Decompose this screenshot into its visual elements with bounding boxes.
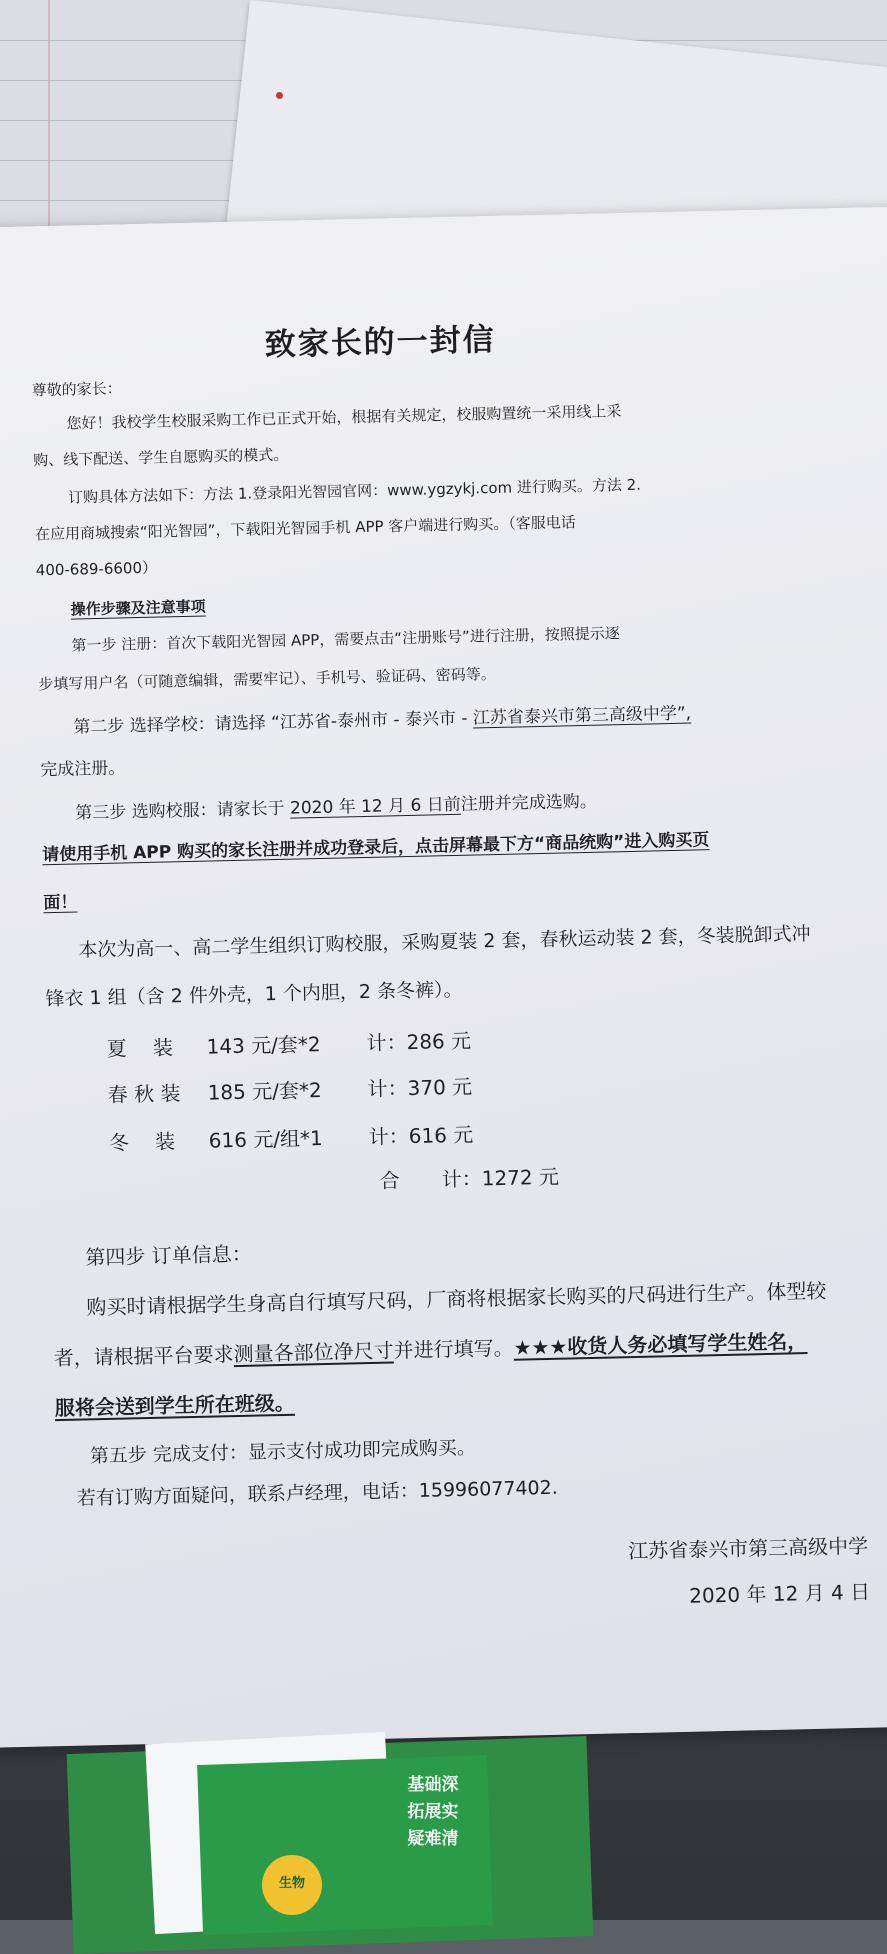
step2-line — [73, 699, 691, 738]
book-title-line: 基础深 — [407, 1775, 459, 1795]
price-total: 计：286 元 — [366, 1028, 472, 1055]
step3-suffix: 注册并完成选购。 — [460, 791, 597, 815]
step4-line: 服将会送到学生所在班级。 — [54, 1390, 296, 1421]
price-unit: 616 元/组*1 — [208, 1126, 324, 1153]
book-badge-label: 生物 — [278, 1876, 305, 1891]
step2-line: 完成注册。 — [40, 758, 126, 781]
book-title-line: 拓展实 — [407, 1802, 459, 1822]
book-title-line: 疑难清 — [407, 1829, 459, 1849]
salutation: 尊敬的家长： — [31, 379, 122, 400]
intro-line: 购、线下配送、学生自愿购买的模式。 — [33, 445, 289, 470]
order-line: 本次为高一、高二学生组织订购校服，采购夏装 2 套，春秋运动装 2 套，冬装脱卸式冲 — [78, 922, 811, 962]
step4-prefix: 者，请根据平台要求 — [53, 1342, 234, 1371]
step4-mid: 并进行填写。 — [393, 1335, 514, 1363]
step4-measure: 测量各部位净尺寸 — [233, 1338, 394, 1367]
letter-content — [31, 197, 887, 1716]
grand-total-label: 合 — [379, 1168, 400, 1193]
price-name: 冬 装 — [108, 1129, 176, 1155]
step4-stars-notice: ★★★收货人务必填写学生姓名， — [513, 1329, 808, 1360]
letter-title: 致家长的一封信 — [264, 321, 497, 364]
contact-line: 若有订购方面疑问，联系卢经理，电话：15996077402. — [76, 1476, 558, 1510]
step3-notice: 面！ — [43, 892, 78, 914]
step3-line — [75, 787, 597, 824]
letter-paper — [0, 206, 887, 1747]
intro-line: 您好！我校学生校服采购工作已正式开始，根据有关规定，校服购置统一采用线上采 — [66, 402, 622, 433]
book-title — [393, 1772, 473, 1853]
order-line: 锋衣 1 组（含 2 件外壳，1 个内胆，2 条冬裤）。 — [45, 978, 463, 1011]
step1-line: 步填写用户名（可随意编辑，需要牢记）、手机号、验证码、密码等。 — [38, 664, 496, 694]
price-unit: 185 元/套*2 — [207, 1078, 322, 1105]
grand-total: 计：1272 元 — [441, 1164, 560, 1192]
price-total: 计：370 元 — [367, 1074, 473, 1101]
method-line: 400-689-6600） — [35, 558, 158, 580]
signature: 江苏省泰兴市第三高级中学 — [627, 1533, 869, 1564]
step4-heading: 第四步 订单信息： — [85, 1241, 252, 1270]
step4-line: 购买时请根据学生身高自行填写尺码，厂商将根据家长购买的尺码进行生产。体型较 — [86, 1278, 827, 1320]
method-line: 订购具体方法如下：方法 1.登录阳光智园官网：www.ygzykj.com 进行购买。方法 2. — [67, 475, 642, 507]
step1-line: 第一步 注册：首次下载阳光智园 APP，需要点击“注册账号”进行注册，按照提示逐 — [71, 624, 621, 655]
price-name: 夏 装 — [106, 1035, 174, 1061]
step2-prefix: 第二步 选择学校：请选择 “江苏省-泰州市 - 泰兴市 - — [73, 708, 474, 738]
price-total: 计：616 元 — [368, 1122, 474, 1149]
step4-line — [53, 1325, 807, 1371]
price-unit: 143 元/套*2 — [206, 1032, 321, 1059]
letter-date: 2020 年 12 月 4 日 — [688, 1579, 871, 1608]
step3-deadline: 2020 年 12 月 6 日前 — [289, 794, 461, 819]
steps-heading: 操作步骤及注意事项 — [70, 597, 206, 619]
red-ink-dot — [276, 92, 283, 99]
step5-line: 第五步 完成支付：显示支付成功即完成购买。 — [89, 1436, 477, 1468]
step3-notice: 请使用手机 APP 购买的家长注册并成功登录后，点击屏幕最下方“商品统购”进入购买页 — [42, 830, 710, 866]
step3-prefix: 第三步 选购校服：请家长于 — [75, 798, 285, 824]
method-line: 在应用商城搜索“阳光智园”，下载阳光智园手机 APP 客户端进行购买。（客服电话 — [34, 513, 576, 544]
price-name: 春 秋 装 — [107, 1081, 181, 1107]
step2-school: 江苏省泰兴市第三高级中学”, — [472, 703, 692, 729]
